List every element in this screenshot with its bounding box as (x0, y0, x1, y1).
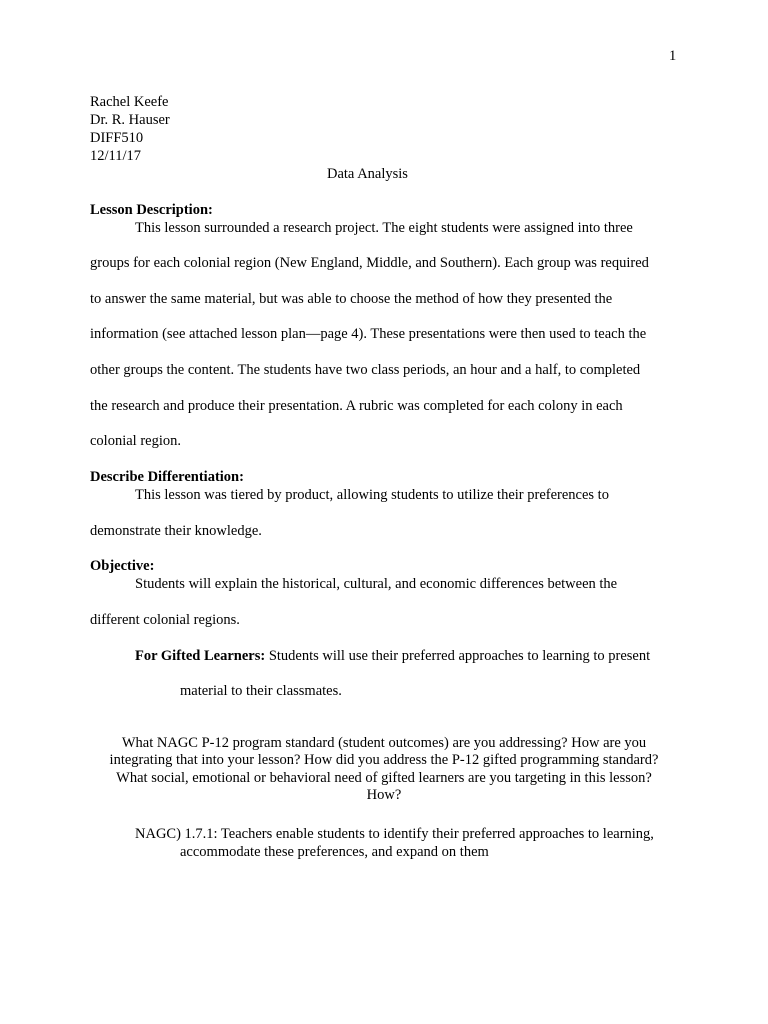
document-title: Data Analysis (327, 166, 408, 182)
paragraph-line: different colonial regions. (90, 612, 240, 628)
gifted-learners-label: For Gifted Learners: (135, 648, 266, 664)
paragraph-line: information (see attached lesson plan—page 4). These presentations were then used to teach the (90, 326, 647, 342)
lesson-description-heading: Lesson Description: (90, 202, 213, 218)
nagc-question-line: What social, emotional or behavioral need of gifted learners are you targeting in this lesson? (116, 770, 652, 786)
gifted-learners-text: Students will use their preferred approaches to learning to present (265, 648, 651, 664)
course-code: DIFF510 (90, 130, 144, 146)
paragraph-line: groups for each colonial region (New England, Middle, and Southern). Each group was required (90, 255, 649, 271)
page-number: 1 (669, 48, 677, 64)
nagc-question-line: How? (366, 787, 402, 803)
paragraph-line: This lesson was tiered by product, allowing students to utilize their preferences to (135, 487, 609, 503)
differentiation-heading: Describe Differentiation: (90, 469, 244, 485)
author-name: Rachel Keefe (90, 94, 169, 110)
objective-heading: Objective: (90, 558, 155, 574)
document-date: 12/11/17 (90, 148, 142, 164)
nagc-question-line: What NAGC P-12 program standard (student outcomes) are you addressing? How are you (121, 735, 647, 751)
nagc-answer-line: accommodate these preferences, and expand on them (180, 844, 489, 860)
paragraph-line: to answer the same material, but was able to choose the method of how they presented the (90, 291, 613, 307)
nagc-question-line: integrating that into your lesson? How did you address the P-12 gifted programming standard? (109, 752, 659, 768)
gifted-learners-paragraph (135, 647, 650, 665)
paragraph-line: the research and produce their presentation. A rubric was completed for each colony in each (90, 398, 623, 414)
paragraph-line: colonial region. (90, 433, 182, 449)
paragraph-line: demonstrate their knowledge. (90, 523, 262, 539)
nagc-answer-line: NAGC) 1.7.1: Teachers enable students to identify their preferred approaches to learning, (135, 826, 654, 842)
instructor-name: Dr. R. Hauser (90, 112, 170, 128)
paragraph-line: material to their classmates. (180, 683, 342, 699)
paragraph-line: Students will explain the historical, cultural, and economic differences between the (135, 576, 618, 592)
paragraph-line: other groups the content. The students have two class periods, an hour and a half, to completed (90, 362, 641, 378)
paragraph-line: This lesson surrounded a research project. The eight students were assigned into three (135, 220, 633, 236)
